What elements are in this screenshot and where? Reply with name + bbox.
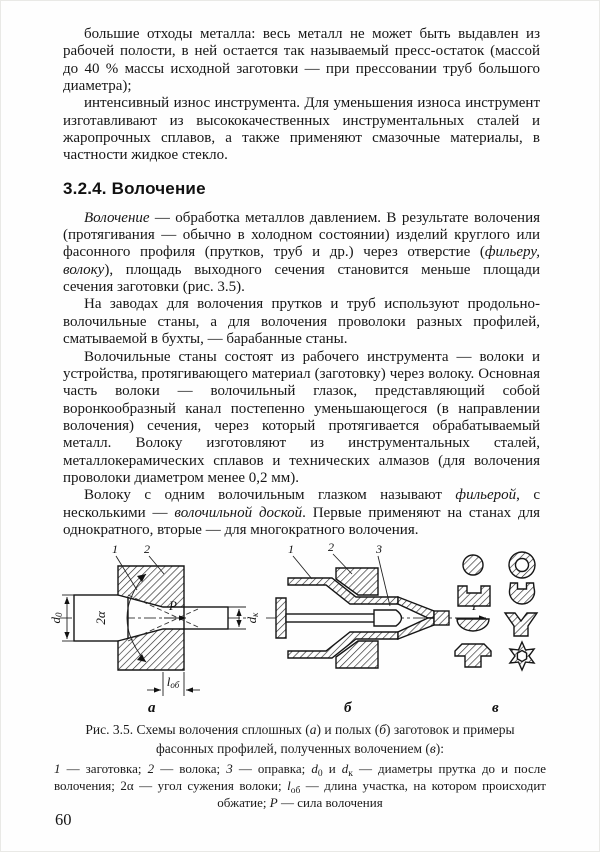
section-heading: 3.2.4. Волочение <box>63 178 206 198</box>
dim-d0-label: d0 <box>48 612 64 624</box>
diagram-v-shaped-profiles <box>455 552 537 716</box>
paragraph-filiere: Волоку с одним волочильным глазком называют фильерой, с несколькими — волочильной доской. Первые применяют на станах для однократного, вторые — для многократного волочения. <box>63 487 540 538</box>
paragraph-mills: На заводах для волочения прутков и труб используют продольно-волочильные станы, а для волочения проволоки разных профилей, сматываемой в бухты, — барабанные станы. <box>63 296 540 348</box>
paragraph-press-residue: большие отходы металла: весь металл не может быть выдавлен из рабочей полости, в ней остается так называемый пресс-остаток (массой до 40 % массы исходной заготовки — при прессовании труб большого диаметра); <box>63 26 540 95</box>
diagram-b-tube-drawing <box>266 540 486 716</box>
profile-circle <box>463 555 483 575</box>
paragraph-tool-wear: интенсивный износ инструмента. Для уменьшения износа инструмент изготавливают из высококачественных инструментальных сталей и жаропрочных сплавов, а также применяют смазочные материалы, в частности жидкое стекло. <box>63 95 540 164</box>
callout-1-a: 1 <box>112 542 118 557</box>
figure-legend: 1 — заготовка; 2 — волока; 3 — оправка; $d_0$ и $d_к$ — диаметры прутка до и после волочения; 2α — угол сужения волоки; $l_{об}$ — длина участка, на котором происходит обжатие; Р — сила волочения <box>54 761 546 810</box>
page-number: 60 <box>55 810 72 829</box>
paragraph-drawing-definition: Волочение — обработка металлов давлением. В результате волочения (протягивания — обычно в холодном состоянии) изделий круглого или фасонного профиля (прутков, труб и др.) через отверстие (фильеру, волоку), площадь выходного сечения становится меньше площади сечения заготовки (рис. 3.5). <box>63 209 540 296</box>
paragraph-die-description: Волочильные станы состоят из рабочего инструмента — волоки и устройства, протягивающего материал (заготовку) через волоку. Основная часть волоки — волочильный глазок, представляющий собой воронкообразный канал постепенно уменьшающегося (в направлении волочения) сечения, через который протягивается обрабатываемый металл. Волоку изготовляют из инструментальных сталей, металлокерамических сплавов и технических алмазов (для волочения проволоки диаметром менее 0,2 мм). <box>63 348 540 486</box>
profile-mushroom <box>455 644 491 667</box>
force-label-a: P <box>169 598 177 614</box>
profile-half-disc <box>457 619 489 631</box>
mandrel-plug <box>374 610 402 626</box>
profile-y-shape <box>505 613 537 636</box>
subfigure-label-v: в <box>492 700 499 717</box>
dim-lob-label: lоб <box>166 674 180 691</box>
profile-notched-circle <box>510 583 535 604</box>
drawn-rod-exit <box>184 607 228 629</box>
diagram-a-solid-drawing <box>48 542 260 716</box>
callout-1-b: 1 <box>288 542 294 557</box>
subfigure-label-a: а <box>148 700 156 717</box>
figure-caption: Рис. 3.5. Схемы волочения сплошных (а) и полых (б) заготовок и примеры фасонных профилей, полученных волочением (в): <box>85 722 515 756</box>
callout-3-b: 3 <box>376 542 382 557</box>
profile-ring <box>509 552 535 578</box>
drawing-schemes-figure <box>0 540 600 716</box>
profile-channel <box>458 586 490 606</box>
subfigure-label-b: б <box>344 700 352 717</box>
tube-nose-bottom <box>398 618 434 639</box>
callout-2-a: 2 <box>144 542 150 557</box>
callout-2-b: 2 <box>328 540 334 555</box>
mandrel-rod <box>286 614 376 622</box>
profile-star-hole <box>517 651 526 662</box>
dim-dk-label: dк <box>244 612 260 624</box>
tube-nose-top <box>398 597 434 618</box>
dim-angle-label: 2α <box>93 611 108 625</box>
tube-tail-stub <box>434 611 449 625</box>
mandrel-anchor <box>276 598 286 638</box>
figure-3-5 <box>0 540 600 716</box>
